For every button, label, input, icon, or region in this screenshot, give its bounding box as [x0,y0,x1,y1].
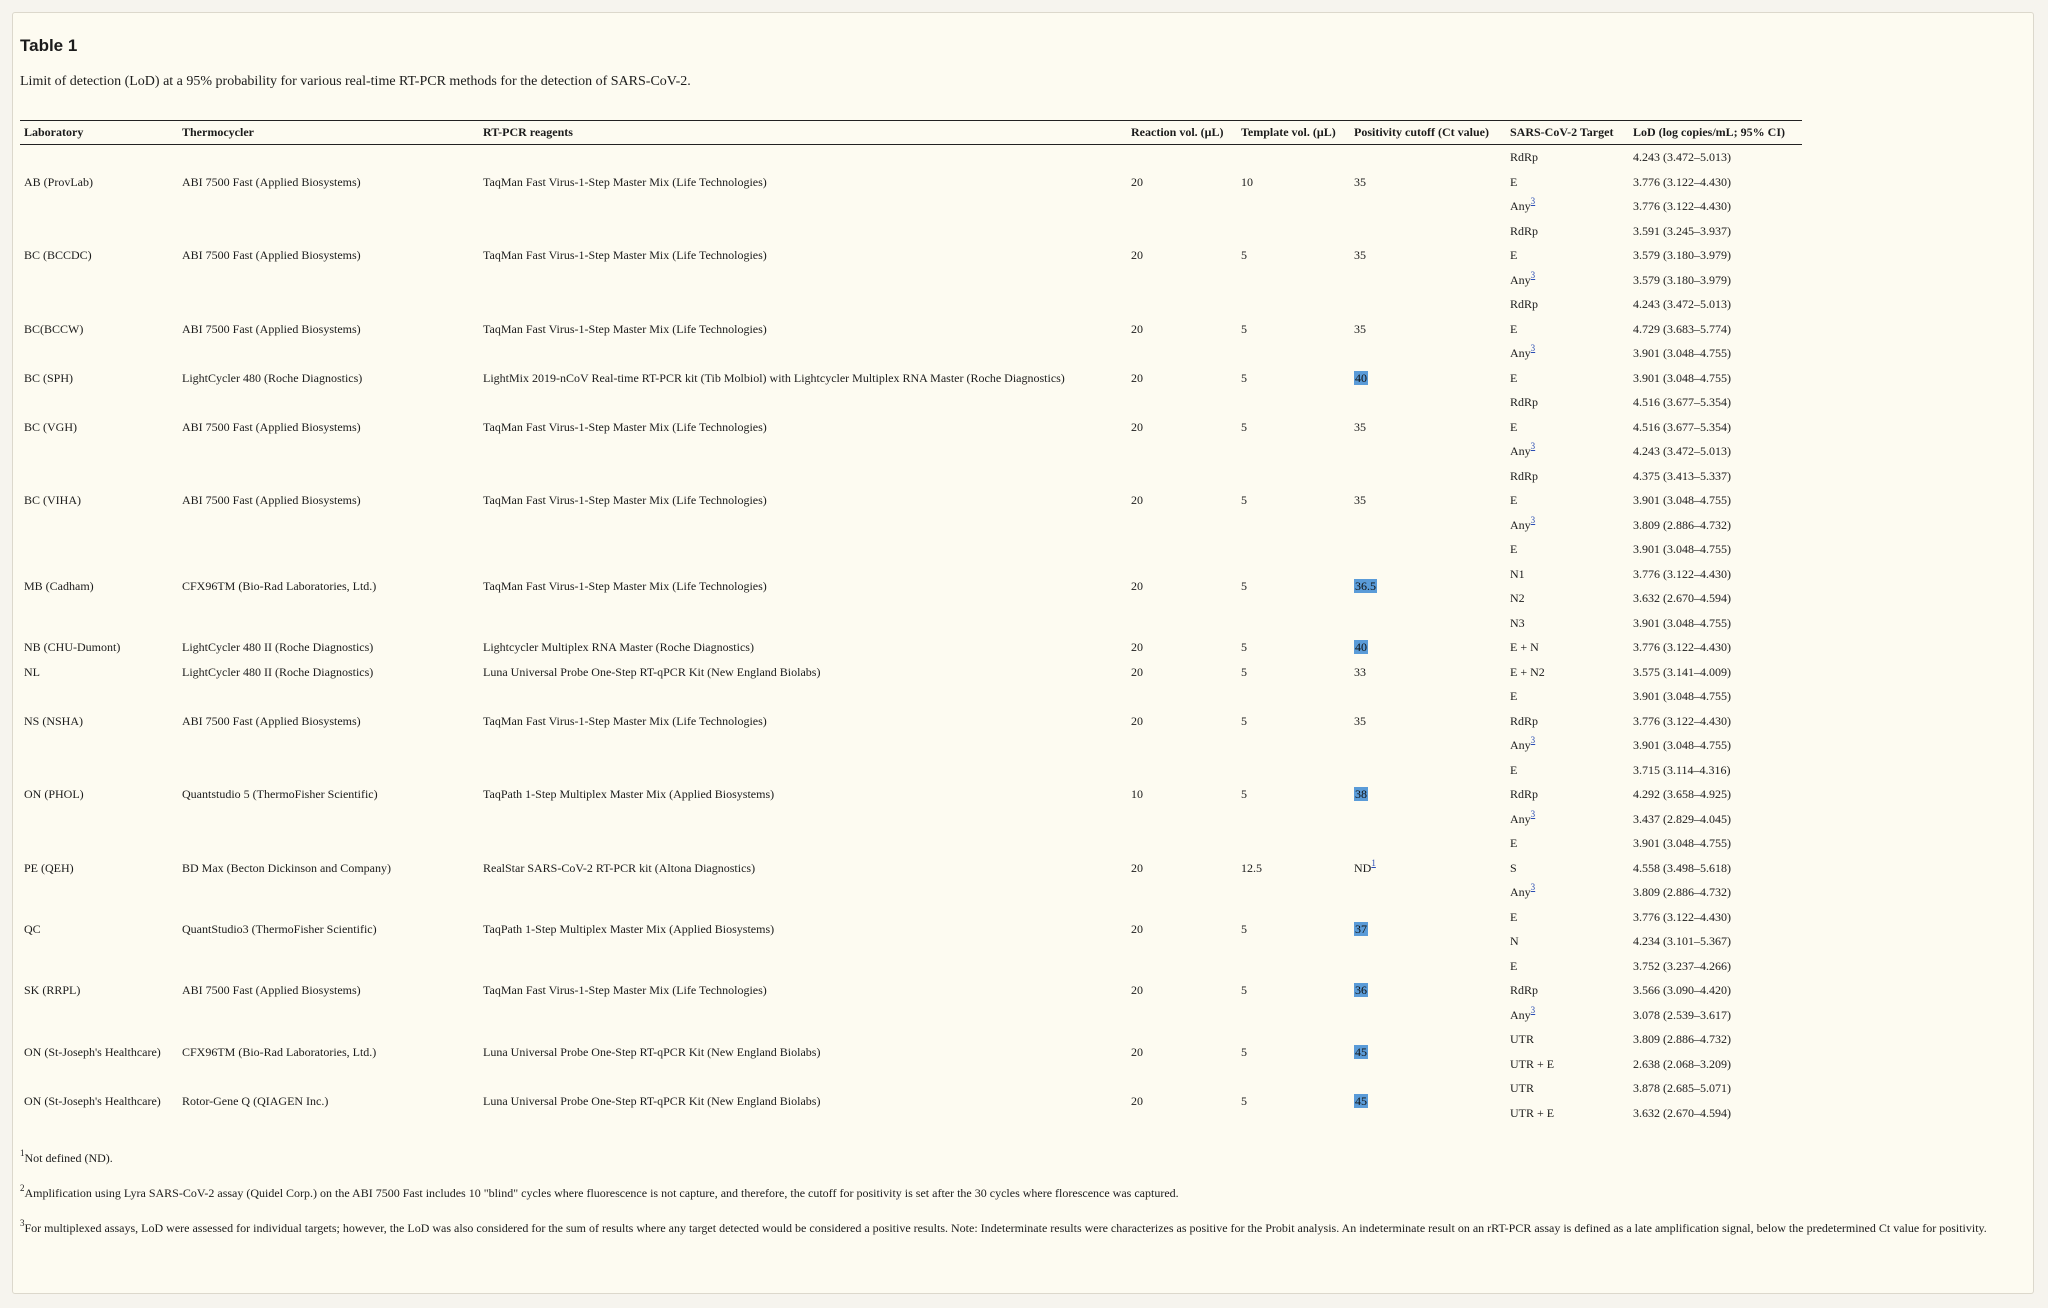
target-label: E [1510,689,1518,704]
lod-cell: 3.901 (3.048–4.755) [1633,370,1731,385]
cutoff-value: 35 [1354,713,1366,728]
lod-cell: 3.901 (3.048–4.755) [1633,836,1731,851]
cutoff-cell [1350,537,1506,635]
target-label: E [1510,542,1518,557]
lod-cell: 4.243 (3.472–5.013) [1633,150,1731,165]
target-label: Any [1510,811,1531,826]
target-label: N1 [1510,566,1525,581]
table-row [20,219,1802,244]
reagents-cell: RealStar SARS-CoV-2 RT-PCR kit (Altona Diagnostics) [483,860,756,875]
thermocycler-cell: QuantStudio3 (ThermoFisher Scientific) [182,922,377,936]
template-vol-cell: 5 [1241,1093,1247,1108]
cutoff-cell [1350,831,1506,905]
footnote-ref-link[interactable]: 3 [1530,882,1536,893]
thermocycler-cell: Rotor-Gene Q (QIAGEN Inc.) [182,1093,329,1108]
reaction-vol-cell: 20 [1131,1044,1143,1059]
target-cell [1506,537,1629,562]
cutoff-cell [1350,660,1506,685]
target-label: E [1510,248,1518,263]
target-cell [1506,1052,1629,1077]
lod-cell: 3.901 (3.048–4.755) [1633,689,1731,704]
target-label: Any [1510,517,1531,532]
lod-cell: 3.566 (3.090–4.420) [1633,983,1731,998]
target-cell [1506,341,1629,366]
target-cell [1506,439,1629,464]
cutoff-cell [1350,292,1506,366]
target-label: RdRp [1510,983,1539,998]
lod-cell: 3.632 (2.670–4.594) [1633,591,1731,606]
target-label: E [1510,909,1518,924]
footnote-ref-link[interactable]: 3 [1530,514,1536,525]
lod-cell: 4.516 (3.677–5.354) [1633,395,1731,410]
cutoff-cell [1350,219,1506,293]
lod-cell: 3.901 (3.048–4.755) [1633,615,1731,630]
footnote-3: $^3$For multiplexed assays, LoD were assessed for individual targets; however, the LoD was also considered for the sum of results where any target detected would be considered a positive results. Note: Indeterminate results were characterizes as positive for the Probit analysis. An indeterminate result on an rRT-PCR assay is defined as a late amplification signal, below the predetermined Ct value for positivity. [20,1218,1987,1235]
lod-cell: 3.715 (3.114–4.316) [1633,762,1731,777]
lod-cell: 3.901 (3.048–4.755) [1633,493,1731,508]
cutoff-value: 35 [1354,493,1366,508]
reagents-cell: TaqPath 1-Step Multiplex Master Mix (Applied Biosystems) [483,922,775,936]
target-label: RdRp [1510,468,1539,483]
col-header-reaction-vol: Reaction vol. (μL) [1127,121,1237,145]
reaction-vol-cell: 20 [1131,860,1143,875]
cutoff-cell [1350,684,1506,758]
target-label: E [1510,321,1518,336]
reagents-cell: TaqMan Fast Virus-1-Step Master Mix (Life Technologies) [483,983,767,998]
lod-cell: 3.901 (3.048–4.755) [1633,738,1731,753]
target-label: E [1510,493,1518,508]
target-cell [1506,415,1629,440]
col-header-target: SARS-CoV-2 Target [1506,121,1629,145]
lod-cell: 4.292 (3.658–4.925) [1633,787,1731,802]
reaction-vol-cell: 10 [1131,787,1143,802]
cutoff-cell [1350,390,1506,464]
cutoff-cell [1350,905,1506,954]
target-cell [1506,1101,1629,1126]
template-vol-cell: 5 [1241,579,1247,593]
laboratory-cell: BC (SPH) [24,370,74,385]
laboratory-cell: BC (BCCDC) [24,248,92,263]
target-cell [1506,1027,1629,1052]
thermocycler-cell: ABI 7500 Fast (Applied Biosystems) [182,248,361,263]
cutoff-cell [1350,1076,1506,1125]
col-header-reagents: RT-PCR reagents [479,121,1127,145]
reaction-vol-cell: 20 [1131,640,1143,655]
target-label: UTR + E [1510,1105,1555,1120]
target-cell [1506,880,1629,905]
target-label: Any [1510,346,1531,361]
lod-cell: 3.078 (2.539–3.617) [1633,1007,1731,1022]
table-row [20,464,1802,489]
thermocycler-cell: LightCycler 480 II (Roche Diagnostics) [182,640,374,655]
target-cell [1506,390,1629,415]
target-label: RdRp [1510,297,1539,312]
thermocycler-cell: ABI 7500 Fast (Applied Biosystems) [182,713,361,728]
cutoff-cell [1350,145,1506,219]
laboratory-cell: NB (CHU-Dumont) [24,640,121,655]
table-body [20,145,1802,1126]
target-cell [1506,954,1629,979]
template-vol-cell: 5 [1241,370,1247,385]
target-label: Any [1510,1007,1531,1022]
lod-cell: 3.809 (2.886–4.732) [1633,517,1731,532]
laboratory-cell: PE (QEH) [24,860,74,875]
cutoff-value: 40 [1355,640,1367,655]
laboratory-cell: QC [24,922,41,936]
template-vol-cell: 5 [1241,248,1247,263]
thermocycler-cell: BD Max (Becton Dickinson and Company) [182,860,391,875]
thermocycler-cell: ABI 7500 Fast (Applied Biosystems) [182,983,361,998]
target-label: N3 [1510,615,1525,630]
target-cell [1506,268,1629,293]
target-cell [1506,292,1629,317]
table-row [20,1076,1802,1101]
table-row [20,758,1802,783]
lod-cell: 3.809 (2.886–4.732) [1633,1032,1731,1047]
target-label: Any [1510,272,1531,287]
footnote-ref-link[interactable]: 3 [1530,343,1536,354]
footnote-1: $^1$Not defined (ND). [20,1148,113,1165]
target-cell [1506,1076,1629,1101]
lod-cell: 3.776 (3.122–4.430) [1633,199,1731,214]
target-label: E + N [1510,640,1539,655]
template-vol-cell: 5 [1241,493,1247,508]
reagents-cell: TaqMan Fast Virus-1-Step Master Mix (Life Technologies) [483,248,767,263]
table-row [20,390,1802,415]
lod-table [20,120,1802,1125]
reaction-vol-cell: 20 [1131,419,1143,434]
footnote-ref-link[interactable]: 3 [1530,196,1536,207]
table-row [20,905,1802,930]
lod-cell: 4.243 (3.472–5.013) [1633,444,1731,459]
table-row [20,1027,1802,1052]
table-row [20,366,1802,391]
reagents-cell: TaqMan Fast Virus-1-Step Master Mix (Life Technologies) [483,321,767,336]
table-row [20,684,1802,709]
thermocycler-cell: LightCycler 480 II (Roche Diagnostics) [182,664,374,679]
target-cell [1506,684,1629,709]
target-cell [1506,317,1629,342]
target-cell [1506,464,1629,489]
lod-cell: 3.632 (2.670–4.594) [1633,1105,1731,1120]
target-cell [1506,709,1629,734]
thermocycler-cell: CFX96TM (Bio-Rad Laboratories, Ltd.) [182,1044,377,1059]
footnote-2: $^2$Amplification using Lyra SARS-CoV-2 assay (Quidel Corp.) on the ABI 7500 Fast includes 10 "blind" cycles where fluorescence is not capture, and therefore, the cutoff for positivity is set after the 30 cycles where florescence was captured. [20,1183,1179,1200]
lod-cell: 4.729 (3.683–5.774) [1633,321,1731,336]
target-label: Any [1510,885,1531,900]
cutoff-value: 36.5 [1355,579,1376,593]
lod-cell: 3.901 (3.048–4.755) [1633,542,1731,557]
cutoff-value: 38 [1355,787,1367,802]
template-vol-cell: 5 [1241,713,1247,728]
template-vol-cell: 10 [1241,174,1253,189]
laboratory-cell: BC (VGH) [24,419,77,434]
template-vol-cell: 5 [1241,664,1247,679]
lod-cell: 3.776 (3.122–4.430) [1633,174,1731,189]
cutoff-value: ND [1354,860,1372,875]
reagents-cell: Luna Universal Probe One-Step RT-qPCR Kit (New England Biolabs) [483,1093,821,1108]
target-cell [1506,219,1629,244]
target-label: Any [1510,199,1531,214]
reagents-cell: TaqMan Fast Virus-1-Step Master Mix (Life Technologies) [483,174,767,189]
reaction-vol-cell: 20 [1131,1093,1143,1108]
target-cell [1506,611,1629,636]
cutoff-cell [1350,1027,1506,1076]
cutoff-value: 45 [1355,1044,1367,1059]
reaction-vol-cell: 20 [1131,922,1143,936]
laboratory-cell: AB (ProvLab) [24,174,93,189]
cutoff-value: 37 [1355,922,1367,936]
footnote-ref[interactable]: 1 [1371,857,1376,868]
laboratory-cell: BC (VIHA) [24,493,81,508]
footnote-ref-link[interactable]: 3 [1530,735,1536,746]
target-cell [1506,856,1629,881]
table-row [20,292,1802,317]
lod-cell: 3.579 (3.180–3.979) [1633,248,1731,263]
cutoff-value: 33 [1354,664,1366,679]
cutoff-value: 40 [1355,370,1367,385]
table-title: Table 1 [20,36,78,55]
col-header-cutoff: Positivity cutoff (Ct value) [1350,121,1506,145]
target-cell [1506,905,1629,930]
target-label: E [1510,836,1518,851]
cutoff-cell [1350,366,1506,391]
laboratory-cell: ON (St-Joseph's Healthcare) [24,1093,161,1108]
lod-cell: 3.752 (3.237–4.266) [1633,958,1731,973]
reagents-cell: Luna Universal Probe One-Step RT-qPCR Kit (New England Biolabs) [483,1044,821,1059]
target-cell [1506,733,1629,758]
reagents-cell: TaqMan Fast Virus-1-Step Master Mix (Life Technologies) [483,713,767,728]
lod-cell: 4.375 (3.413–5.337) [1633,468,1731,483]
target-label: RdRp [1510,787,1539,802]
col-header-lod: LoD (log copies/mL; 95% CI) [1629,121,1802,145]
target-label: Any [1510,738,1531,753]
laboratory-cell: NS (NSHA) [24,713,84,728]
target-label: RdRp [1510,223,1539,238]
target-cell [1506,562,1629,587]
target-cell [1506,366,1629,391]
lod-cell: 3.776 (3.122–4.430) [1633,909,1731,924]
footnote-ref-link[interactable]: 3 [1530,1004,1536,1015]
lod-cell: 3.878 (2.685–5.071) [1633,1081,1731,1096]
table-row [20,635,1802,660]
laboratory-cell: ON (St-Joseph's Healthcare) [24,1044,161,1059]
target-label: E [1510,174,1518,189]
target-cell [1506,758,1629,783]
lod-cell: 3.591 (3.245–3.937) [1633,223,1731,238]
template-vol-cell: 5 [1241,787,1247,802]
template-vol-cell: 5 [1241,640,1247,655]
target-cell [1506,145,1629,170]
target-cell [1506,782,1629,807]
target-label: RdRp [1510,713,1539,728]
target-cell [1506,635,1629,660]
target-cell [1506,831,1629,856]
target-cell [1506,586,1629,611]
reaction-vol-cell: 20 [1131,664,1143,679]
lod-cell: 4.234 (3.101–5.367) [1633,934,1731,949]
reaction-vol-cell: 20 [1131,248,1143,263]
target-label: N2 [1510,591,1525,606]
reaction-vol-cell: 20 [1131,579,1143,593]
lod-cell: 4.243 (3.472–5.013) [1633,297,1731,312]
target-cell [1506,513,1629,538]
thermocycler-cell: ABI 7500 Fast (Applied Biosystems) [182,419,361,434]
lod-cell: 3.809 (2.886–4.732) [1633,885,1731,900]
lod-cell: 2.638 (2.068–3.209) [1633,1056,1731,1071]
lod-cell: 3.776 (3.122–4.430) [1633,566,1731,581]
lod-cell: 3.575 (3.141–4.009) [1633,664,1731,679]
target-label: E [1510,958,1518,973]
target-cell [1506,170,1629,195]
target-cell [1506,660,1629,685]
table-caption: Limit of detection (LoD) at a 95% probability for various real-time RT-PCR methods for the detection of SARS-CoV-2. [20,74,691,89]
table-row [20,660,1802,685]
col-header-laboratory: Laboratory [20,121,178,145]
lod-cell: 4.516 (3.677–5.354) [1633,419,1731,434]
target-cell [1506,807,1629,832]
target-label: E [1510,419,1518,434]
target-label: E + N2 [1510,664,1545,679]
template-vol-cell: 5 [1241,321,1247,336]
reaction-vol-cell: 20 [1131,713,1143,728]
reaction-vol-cell: 20 [1131,493,1143,508]
template-vol-cell: 5 [1241,419,1247,434]
table-row [20,954,1802,979]
target-cell [1506,1003,1629,1028]
lod-cell: 3.776 (3.122–4.430) [1633,713,1731,728]
reaction-vol-cell: 20 [1131,321,1143,336]
reagents-cell: TaqMan Fast Virus-1-Step Master Mix (Life Technologies) [483,419,767,434]
target-cell [1506,978,1629,1003]
target-label: Any [1510,444,1531,459]
table-row [20,145,1802,170]
target-cell [1506,243,1629,268]
target-cell [1506,194,1629,219]
table-row [20,537,1802,562]
reaction-vol-cell: 20 [1131,983,1143,998]
footnote-ref-link[interactable]: 3 [1530,269,1536,280]
template-vol-cell: 12.5 [1241,860,1262,875]
target-cell [1506,929,1629,954]
laboratory-cell: ON (PHOL) [24,787,84,802]
cutoff-cell [1350,635,1506,660]
col-header-template-vol: Template vol. (μL) [1237,121,1350,145]
template-vol-cell: 5 [1241,983,1247,998]
target-label: E [1510,370,1518,385]
thermocycler-cell: Quantstudio 5 (ThermoFisher Scientific) [182,787,378,802]
footnote-ref-link[interactable]: 3 [1530,441,1536,452]
target-label: N [1510,934,1519,949]
thermocycler-cell: LightCycler 480 (Roche Diagnostics) [182,370,363,385]
thermocycler-cell: CFX96TM (Bio-Rad Laboratories, Ltd.) [182,579,377,593]
thermocycler-cell: ABI 7500 Fast (Applied Biosystems) [182,321,361,336]
reaction-vol-cell: 20 [1131,174,1143,189]
cutoff-cell [1350,954,1506,1028]
col-header-thermocycler: Thermocycler [178,121,479,145]
footnotes [20,1150,2000,1237]
cutoff-value: 35 [1354,419,1366,434]
laboratory-cell: SK (RRPL) [24,983,81,998]
template-vol-cell: 5 [1241,922,1247,936]
target-label: UTR + E [1510,1056,1555,1071]
cutoff-cell [1350,464,1506,538]
lod-cell: 4.558 (3.498–5.618) [1633,860,1731,875]
target-label: UTR [1510,1032,1534,1047]
header-row [20,121,1802,145]
reagents-cell: TaqMan Fast Virus-1-Step Master Mix (Life Technologies) [483,493,767,508]
cutoff-value: 35 [1354,248,1366,263]
reaction-vol-cell: 20 [1131,370,1143,385]
target-label: RdRp [1510,150,1539,165]
cutoff-value: 35 [1354,321,1366,336]
cutoff-cell [1350,758,1506,832]
target-label: S [1510,860,1517,875]
target-cell [1506,488,1629,513]
lod-cell: 3.579 (3.180–3.979) [1633,272,1731,287]
template-vol-cell: 5 [1241,1044,1247,1059]
target-label: RdRp [1510,395,1539,410]
target-label: UTR [1510,1081,1534,1096]
reagents-cell: Lightcycler Multiplex RNA Master (Roche Diagnostics) [483,640,754,655]
laboratory-cell: MB (Cadham) [24,579,94,593]
cutoff-value: 35 [1354,174,1366,189]
table-row [20,831,1802,856]
reagents-cell: TaqPath 1-Step Multiplex Master Mix (Applied Biosystems) [483,787,775,802]
reagents-cell: TaqMan Fast Virus-1-Step Master Mix (Life Technologies) [483,579,767,593]
lod-cell: 3.901 (3.048–4.755) [1633,346,1731,361]
lod-cell: 3.776 (3.122–4.430) [1633,640,1731,655]
reagents-cell: LightMix 2019-nCoV Real-time RT-PCR kit (Tib Molbiol) with Lightcycler Multiplex RNA Master (Roche Diagnostics) [483,370,1065,385]
reagents-cell: Luna Universal Probe One-Step RT-qPCR Kit (New England Biolabs) [483,664,821,679]
cutoff-value: 36 [1355,983,1367,998]
target-label: E [1510,762,1518,777]
cutoff-value: 45 [1355,1093,1367,1108]
laboratory-cell: NL [24,664,40,679]
thermocycler-cell: ABI 7500 Fast (Applied Biosystems) [182,174,361,189]
laboratory-cell: BC(BCCW) [24,321,84,336]
thermocycler-cell: ABI 7500 Fast (Applied Biosystems) [182,493,361,508]
lod-cell: 3.437 (2.829–4.045) [1633,811,1731,826]
footnote-ref-link[interactable]: 3 [1530,808,1536,819]
